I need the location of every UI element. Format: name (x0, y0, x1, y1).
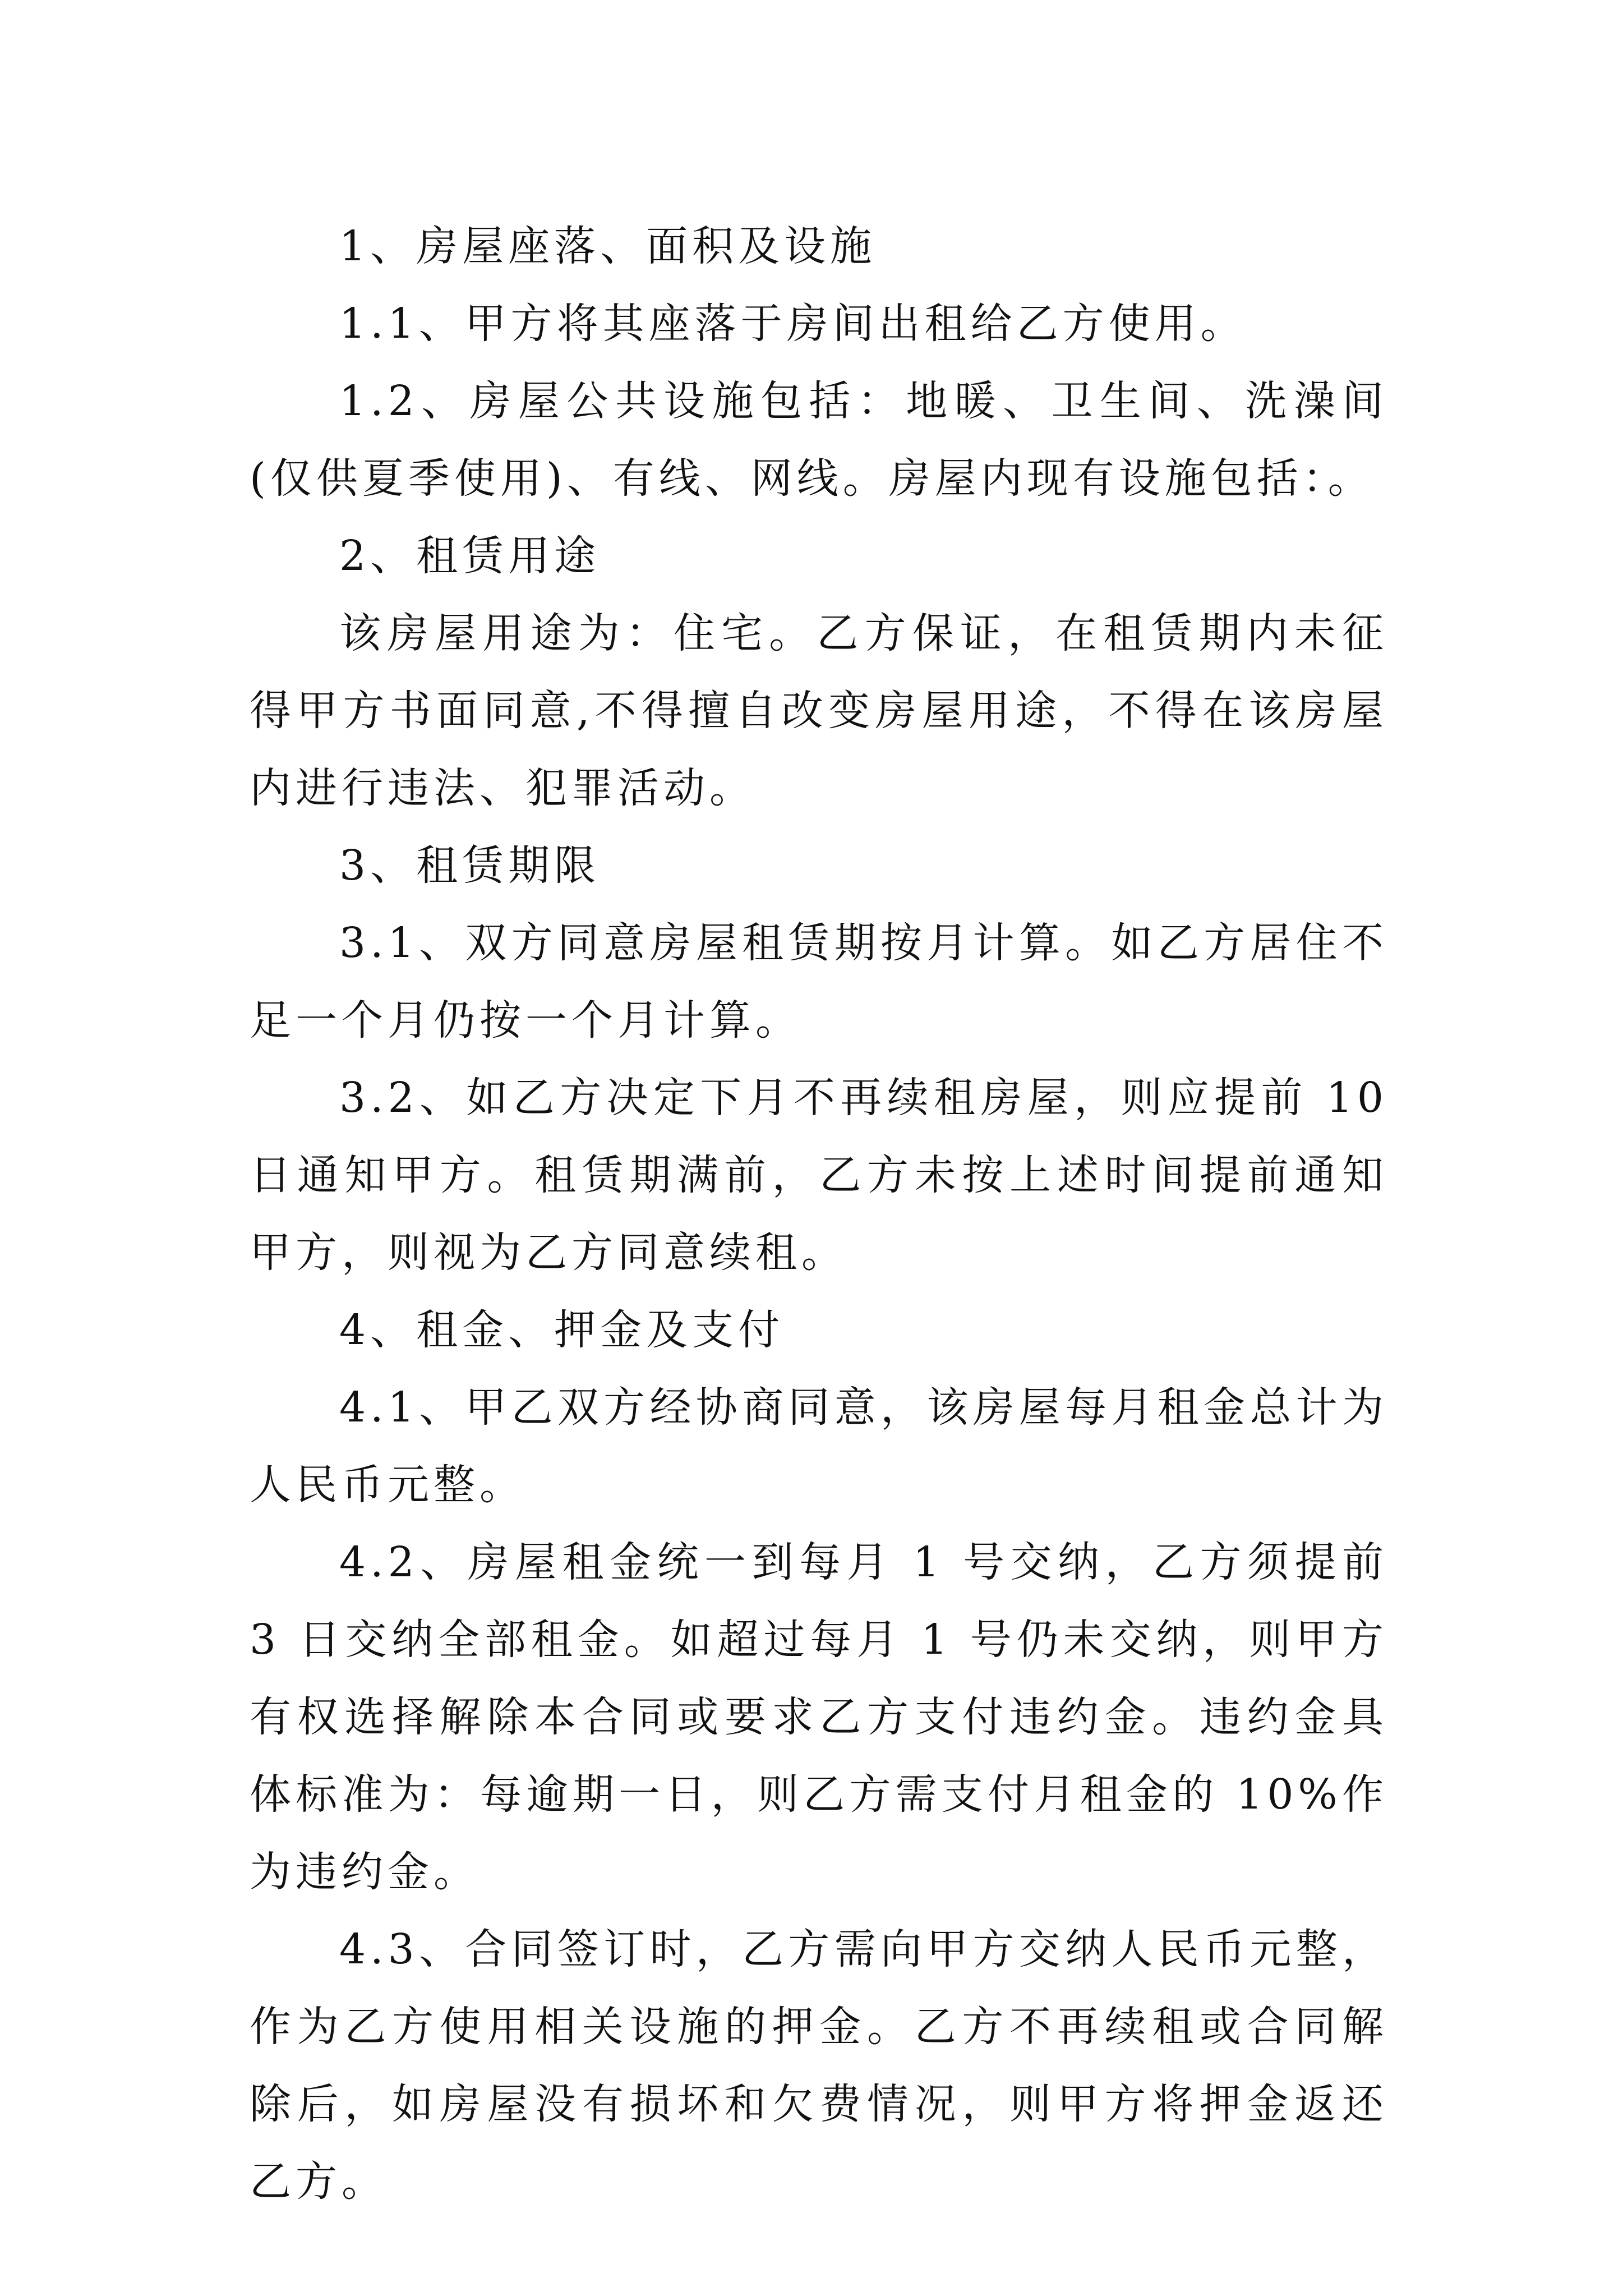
clause-3-2: 3.2、如乙方决定下月不再续租房屋，则应提前 10 日通知甲方。租赁期满前，乙方未按上述时间提前通知甲方，则视为乙方同意续租。 (250, 1074, 1388, 1277)
clause-1-1: 1.1、甲方将其座落于房间出租给乙方使用。 (339, 300, 1247, 348)
section-heading-1: 1、房屋座落、面积及设施 (339, 222, 877, 270)
document-page (250, 208, 1388, 2220)
clause-3-1: 3.1、双方同意房屋租赁期按月计算。如乙方居住不足一个月仍按一个月计算。 (250, 919, 1388, 1045)
clause-4-1: 4.1、甲乙双方经协商同意，该房屋每月租金总计为人民币元整。 (250, 1383, 1388, 1509)
section-heading-2: 2、租赁用途 (339, 532, 601, 580)
clause-4-3: 4.3、合同签订时，乙方需向甲方交纳人民币元整，作为乙方使用相关设施的押金。乙方不再续租或合同解除后，如房屋没有损坏和欠费情况，则甲方将押金返还乙方。 (250, 1925, 1388, 2206)
section-heading-4: 4、租金、押金及支付 (339, 1306, 785, 1354)
section-heading-3: 3、租赁期限 (339, 841, 601, 890)
clause-2-usage: 该房屋用途为：住宅。乙方保证，在租赁期内未征得甲方书面同意,不得擅自改变房屋用途，不得在该房屋内进行违法、犯罪活动。 (250, 609, 1388, 812)
clause-4-2: 4.2、房屋租金统一到每月 1 号交纳，乙方须提前 3 日交纳全部租金。如超过每月 1 号仍未交纳，则甲方有权选择解除本合同或要求乙方支付违约金。违约金具体标准为：每逾期一日，则乙方需支付月租金的 10%作为违约金。 (250, 1538, 1388, 1896)
clause-1-2: 1.2、房屋公共设施包括：地暖、卫生间、洗澡间(仅供夏季使用)、有线、网线。房屋内现有设施包括：。 (250, 377, 1388, 503)
